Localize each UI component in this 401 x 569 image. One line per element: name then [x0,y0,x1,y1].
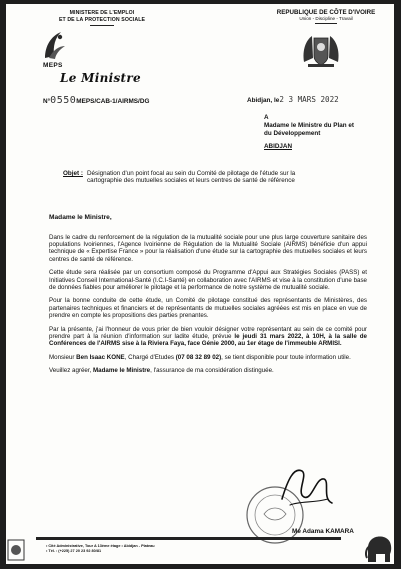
recipient-line1: Madame le Ministre du Plan et [264,121,354,129]
reference-number [43,95,149,106]
meeting-details: le jeudi 31 mars 2022, à 10H, à la salle de Conférences de l'AIRMS sise à la Riviera Faya, face Génie 2000, au 1er étage de l'immeuble ARMISI. [49,332,367,347]
paragraph-1: Dans le cadre du renforcement de la régulation de la mutualité sociale pour une plus large couverture sanitaire des populations Ivoiriennes, l'Agence Ivoirienne de Régulation de la Mutualité Sociale (AIRMS) bénéficie d'un appui technique de « Expertise France » pour la réalisation d'une étude sur la cartographie des mutuelles sociales et leurs centres de santé de référence. [49,234,367,263]
reference-handwritten-number: 0550 [50,95,77,106]
coat-of-arms-icon [300,32,342,70]
paragraph-5-text-e: , se tient disponible pour toute information utile. [221,353,351,361]
recipient-block [264,114,354,151]
letter-page [6,4,394,564]
recipient-a: A [264,114,269,121]
paragraph-3: Pour la bonne conduite de cette étude, un Comité de pilotage constitué des représentants de Ministères, des partenaires techniques et financiers et de représentants de mutuelles sociales agréées est mis en place en vue de prendre en compte les propositions des parties prenantes. [49,297,367,319]
handwritten-signature-icon [276,459,338,519]
reference-prefix: N° [43,98,51,105]
signatory-name: Me Adama KAMARA [292,528,354,535]
paragraph-5-text-c: , Chargé d'Etudes [124,353,176,361]
subject-text: Désignation d'un point focal au sein du Comité de pilotage de l'étude sur la cartographie des mutuelles sociales et leurs centres de santé de référence [87,170,296,185]
paragraph-4-text: Par la présente, j'ai l'honneur de vous prier de bien vouloir désigner votre représentant au sein de ce comité pour prendre part à la réunion d'information sur ladite étude, prévue [49,325,367,340]
country-rule [315,23,337,24]
footer-rule [36,537,341,540]
letter-date [247,95,339,104]
ministry-line1: MINISTERE DE L'EMPLOI [69,10,135,16]
date-value: 2 3 MARS 2022 [279,95,339,104]
ministry-rule [90,25,114,26]
paragraph-6-text-c: , l'assurance de ma considération distinguée. [150,367,274,375]
recipient-line2: du Développement [264,129,321,137]
paragraph-4 [49,326,367,348]
paragraph-2: Cette étude sera réalisée par un consortium composé du Programme d'Appui aux Stratégies Sociales (PASS) et Initiatives Conseil International-Santé (I.C.I-Santé) en collaboration avec l'AIRMS et vise à la constitution d'une base de données fiables pour améliorer le pilotage et la performance de notre système de mutualité sociale. [49,269,367,291]
country-header [266,9,386,24]
paragraph-6-text-a: Veuillez agréer, [49,367,94,375]
paragraph-6 [49,367,367,374]
sender-title: Le Ministre [60,71,141,85]
salutation: Madame le Ministre, [49,214,112,221]
ministry-line2: ET DE LA PROTECTION SOCIALE [58,16,146,23]
contact-name: Ben Isaac KONE [76,353,125,361]
ministry-header [42,10,162,26]
date-place: Abidjan, le [247,97,280,104]
country-name: REPUBLIQUE DE CÔTE D'IVOIRE [276,9,376,16]
elephant-silhouette-icon [364,524,394,564]
recipient-city: ABIDJAN [264,143,292,151]
subject-block [63,170,323,185]
subject-label: Objet : [63,170,83,177]
paragraph-5-text-a: Monsieur [49,353,77,361]
decorative-emblem-left-icon [6,537,26,564]
footer-phone: • Tél. : (+225) 27 20 23 92 80/81 [46,549,102,553]
meps-logo-text: MEPS [43,62,63,69]
contact-phone: (07 08 32 89 02) [175,353,222,361]
meps-logo-icon [39,28,69,64]
letter-body [49,234,367,381]
footer-address: • Cité Administrative, Tour A 13ème étage • Abidjan - Plateau [46,544,155,548]
closing-addressee: Madame le Ministre [93,367,151,375]
reference-suffix: MEPS/CAB-1/AIRMS/DG [76,98,150,105]
country-motto: Union - Discipline - Travail [299,16,353,21]
footer-contact [46,544,155,554]
paragraph-5 [49,354,367,361]
